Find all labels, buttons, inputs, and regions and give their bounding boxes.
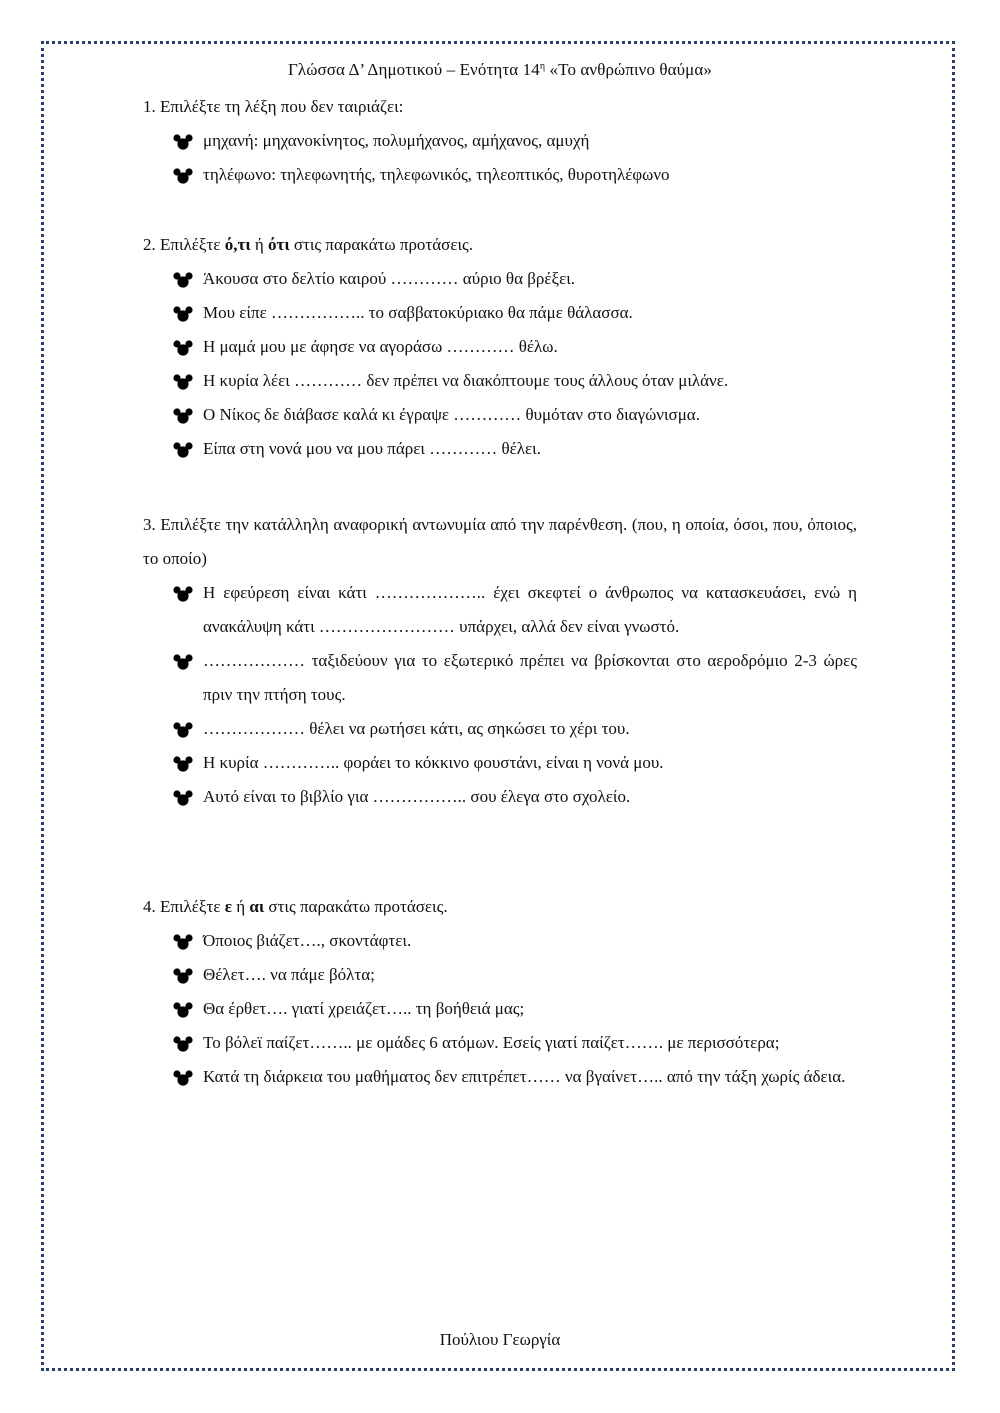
mickey-head-icon [173,968,193,984]
list-item: Θα έρθετ…. γιατί χρειάζετ….. τη βοήθειά μας; [143,992,857,1026]
question-3-text: 3. Επιλέξτε την κατάλληλη αναφορική αντωνυμία από την παρένθεση. (που, η οποία, όσοι, που, όποιος, το οποίο) [143,515,857,568]
list-item: ……………… θέλει να ρωτήσει κάτι, ας σηκώσει το χέρι του. [143,712,857,746]
mickey-head-icon [173,134,193,150]
list-item: Η μαμά μου με άφησε να αγοράσω ………… θέλω. [143,330,857,364]
mickey-head-icon [173,340,193,356]
page-title: Γλώσσα Δ’ Δημοτικού – Ενότητα $14^\eta$ «Το ανθρώπινο θαύμα» [287,60,713,79]
list-item: Η εφεύρεση είναι κάτι ……………….. έχει σκεφτεί ο άνθρωπος να κατασκευάσει, ενώ η ανακάλυψη κάτι …………………… υπάρχει, αλλά δεν είναι γνωστό. [143,576,857,644]
list-item: Άκουσα στο δελτίο καιρού ………… αύριο θα βρέξει. [143,262,857,296]
question-4 [143,890,857,1094]
mickey-head-icon [173,1036,193,1052]
question-2 [143,228,857,466]
mickey-head-icon [173,442,193,458]
mickey-head-icon [173,654,193,670]
mickey-head-icon [173,408,193,424]
list-item: Κατά τη διάρκεια του μαθήματος δεν επιτρέπετ…… να βγαίνετ….. από την τάξη χωρίς άδεια. [143,1060,857,1094]
mickey-head-icon [173,168,193,184]
list-item: Αυτό είναι το βιβλίο για …………….. σου έλεγα στο σχολείο. [143,780,857,814]
mickey-head-icon [173,722,193,738]
mickey-head-icon [173,790,193,806]
list-item: Η κυρία ………….. φοράει το κόκκινο φουστάνι, είναι η νονά μου. [143,746,857,780]
mickey-head-icon [173,1070,193,1086]
list-item: Όποιος βιάζετ…., σκοντάφτει. [143,924,857,958]
list-item: μηχανή: μηχανοκίνητος, πολυμήχανος, αμήχανος, αμυχή [143,124,857,158]
list-item: ……………… ταξιδεύουν για το εξωτερικό πρέπει να βρίσκονται στο αεροδρόμιο 2-3 ώρες πριν την πτήση τους. [143,644,857,712]
list-item: τηλέφωνο: τηλεφωνητής, τηλεφωνικός, τηλεοπτικός, θυροτηλέφωνο [143,158,857,192]
mickey-head-icon [173,756,193,772]
question-3 [143,508,857,814]
author-name: Πούλιου Γεωργία [439,1330,561,1349]
mickey-head-icon [173,934,193,950]
question-1 [143,90,857,192]
list-item: Η κυρία λέει ………… δεν πρέπει να διακόπτουμε τους άλλους όταν μιλάνε. [143,364,857,398]
question-2-text: 2. Επιλέξτε ό,τι ή ότι στις παρακάτω προτάσεις. [143,235,474,254]
question-1-text: 1. Επιλέξτε τη λέξη που δεν ταιριάζει: [143,97,404,116]
list-item: Ο Νίκος δε διάβασε καλά κι έγραψε ………… θυμόταν στο διαγώνισμα. [143,398,857,432]
mickey-head-icon [173,1002,193,1018]
mickey-head-icon [173,374,193,390]
list-item: Είπα στη νονά μου να μου πάρει ………… θέλει. [143,432,857,466]
mickey-head-icon [173,586,193,602]
list-item: Θέλετ…. να πάμε βόλτα; [143,958,857,992]
mickey-head-icon [173,272,193,288]
list-item: Το βόλεϊ παίζετ…….. με ομάδες 6 ατόμων. Εσείς γιατί παίζετ……. με περισσότερα; [143,1026,857,1060]
list-item: Μου είπε …………….. το σαββατοκύριακο θα πάμε θάλασσα. [143,296,857,330]
question-4-text: 4. Επιλέξτε ε ή αι στις παρακάτω προτάσεις. [143,897,448,916]
mickey-head-icon [173,306,193,322]
